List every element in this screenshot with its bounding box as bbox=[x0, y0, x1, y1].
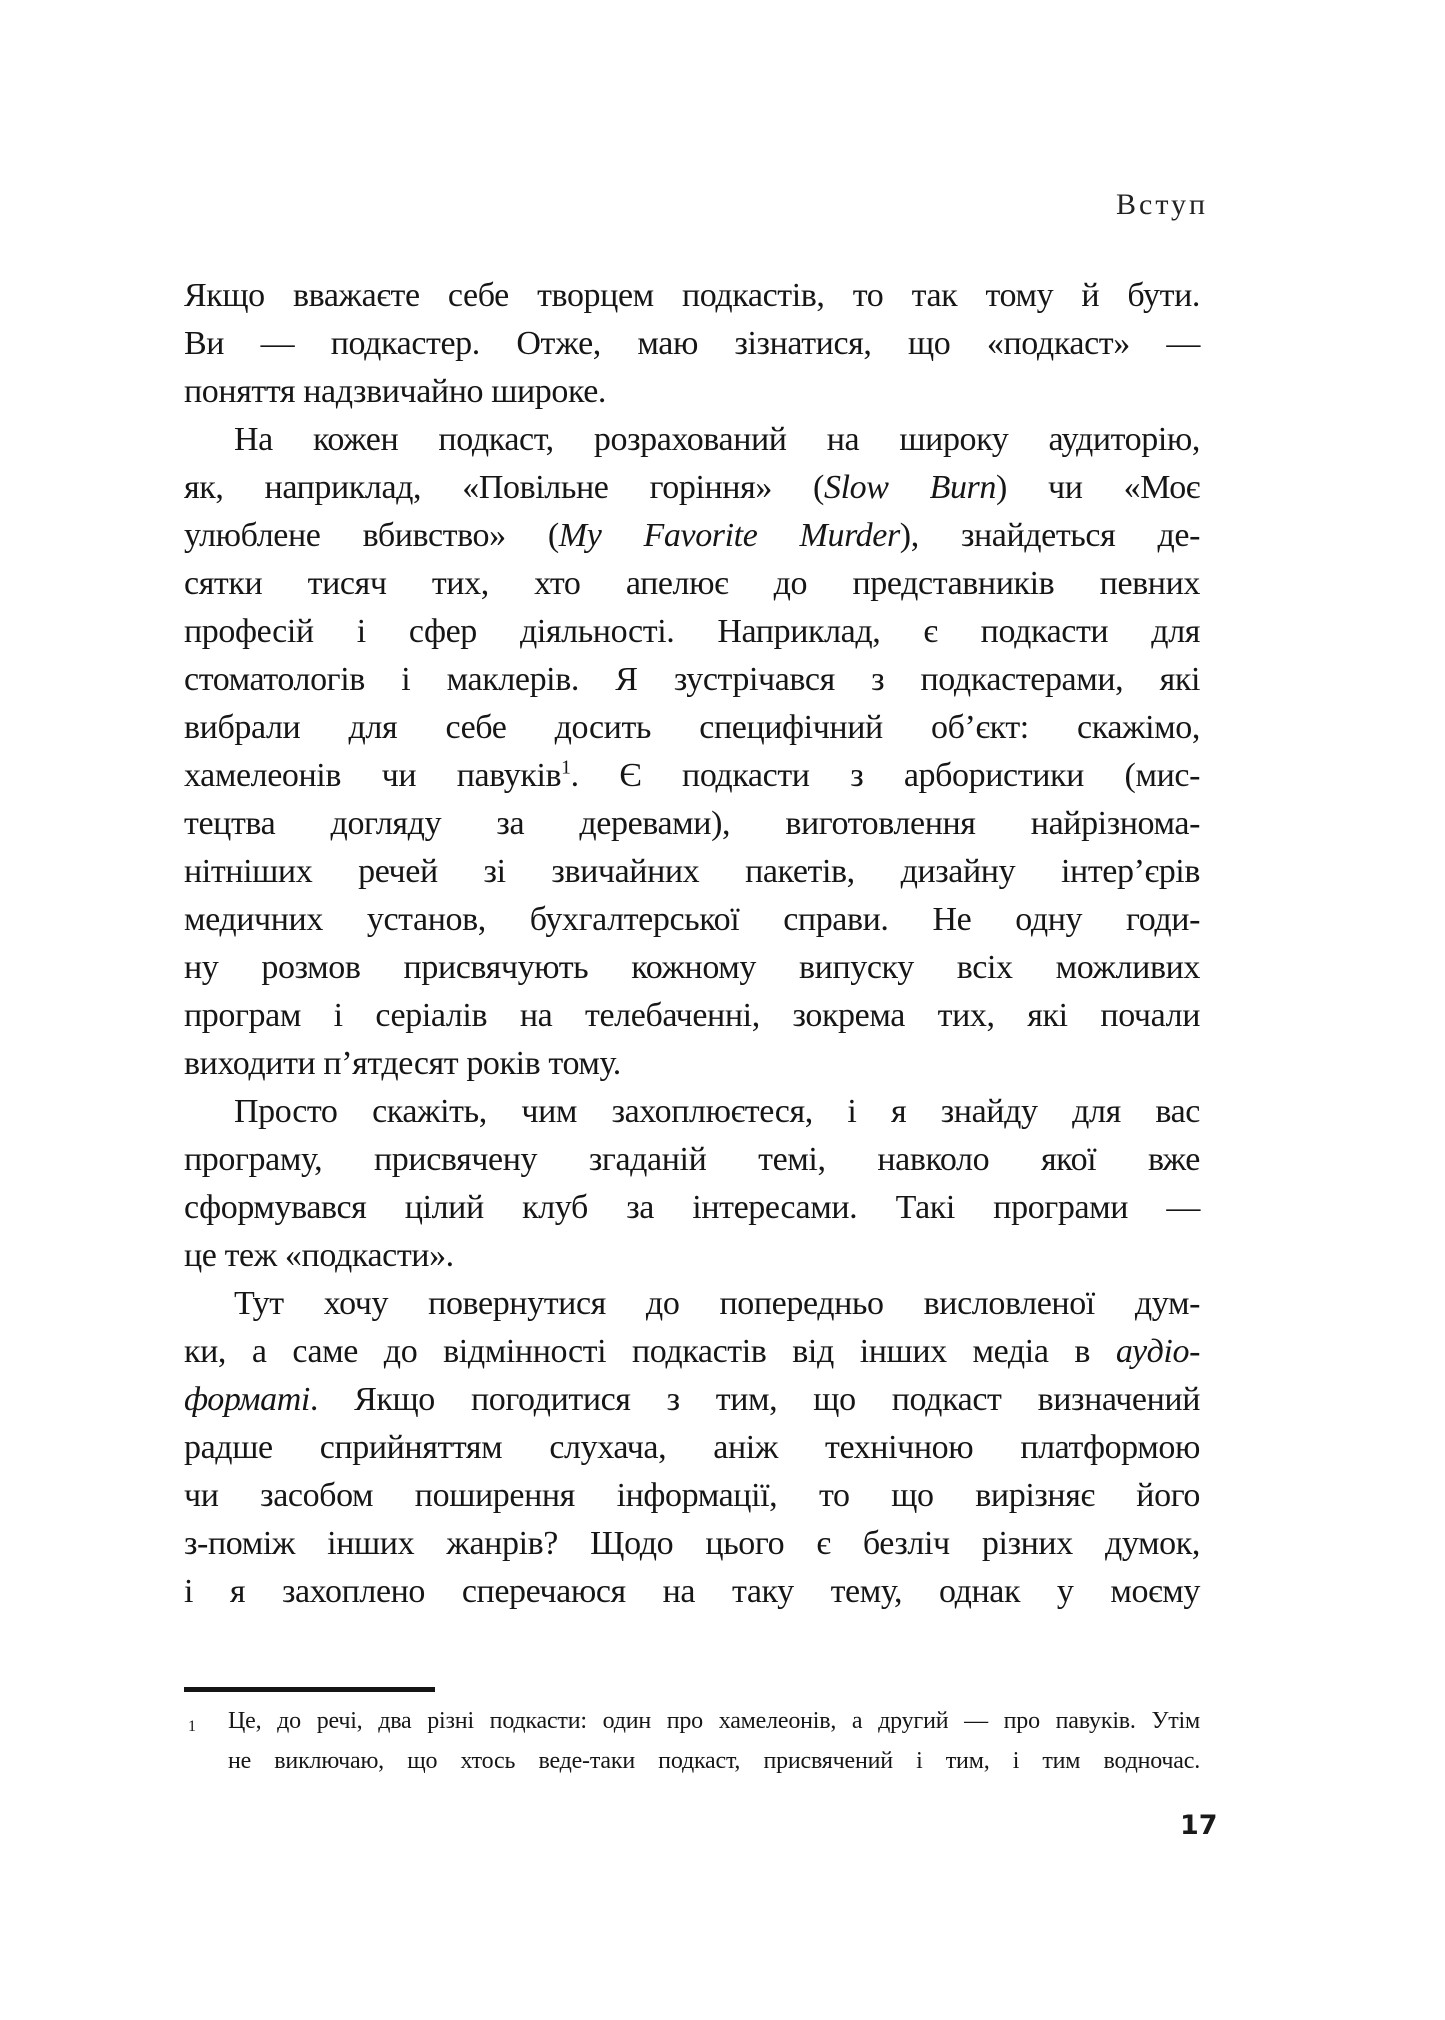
text-segment: вибрали для себе досить специфічний об’єкт: скажімо, bbox=[184, 709, 1200, 746]
text-segment: . Є подкасти з арбористики (мис- bbox=[570, 757, 1200, 794]
body-line bbox=[184, 1088, 1200, 1136]
body-line bbox=[184, 368, 1200, 416]
text-segment: програму, присвячену згаданій темі, навколо якої вже bbox=[184, 1141, 1200, 1178]
body-line bbox=[184, 1520, 1200, 1568]
body-line bbox=[184, 608, 1200, 656]
text-segment: Якщо вважаєте себе творцем подкастів, то так тому й бути. bbox=[184, 277, 1200, 314]
body-line bbox=[184, 992, 1200, 1040]
body-line bbox=[184, 1568, 1200, 1616]
footnote-line bbox=[184, 1741, 1200, 1781]
text-segment: не виключаю, що хтось веде-таки подкаст, присвячений і тим, і тим водночас. bbox=[228, 1748, 1200, 1774]
page-number: 17 bbox=[1180, 1810, 1218, 1841]
body-line bbox=[184, 848, 1200, 896]
text-segment: з-поміж інших жанрів? Щодо цього є безліч різних думок, bbox=[184, 1525, 1200, 1562]
running-header: Вступ bbox=[1116, 188, 1209, 221]
body-line bbox=[184, 1232, 1200, 1280]
body-line bbox=[184, 512, 1200, 560]
body-line bbox=[184, 1040, 1200, 1088]
text-segment: професій і сфер діяльності. Наприклад, є подкасти для bbox=[184, 613, 1200, 650]
text-segment: На кожен подкаст, розрахований на широку аудиторію, bbox=[234, 421, 1200, 458]
text-segment: тецтва догляду за деревами), виготовлення найрізнома- bbox=[184, 805, 1200, 842]
text-segment: як, наприклад, «Повільне горіння» ( bbox=[184, 469, 824, 506]
body-line bbox=[184, 1184, 1200, 1232]
text-segment: Slow Burn bbox=[823, 469, 996, 506]
body-line bbox=[184, 1136, 1200, 1184]
body-line bbox=[184, 272, 1200, 320]
footnote-line bbox=[184, 1701, 1200, 1741]
body-line bbox=[184, 1280, 1200, 1328]
footnote-text bbox=[184, 1701, 1200, 1781]
text-segment: хамелеонів чи павуків bbox=[184, 757, 562, 794]
text-segment: Тут хочу повернутися до попередньо висловленої дум- bbox=[234, 1285, 1200, 1322]
body-line bbox=[184, 1472, 1200, 1520]
text-segment: радше сприйняттям слухача, аніж технічною платформою bbox=[184, 1429, 1200, 1466]
text-segment: ), знайдеться де- bbox=[899, 517, 1200, 554]
body-line bbox=[184, 320, 1200, 368]
body-line bbox=[184, 944, 1200, 992]
text-segment: форматі bbox=[184, 1381, 310, 1418]
footnote bbox=[184, 1701, 1200, 1781]
body-line bbox=[184, 656, 1200, 704]
text-segment: медичних установ, бухгалтерської справи. Не одну годи- bbox=[184, 901, 1200, 938]
text-segment: Це, до речі, два різні подкасти: один про хамелеонів, а другий — про павуків. Утім bbox=[228, 1708, 1200, 1734]
body-line bbox=[184, 560, 1200, 608]
text-segment: ну розмов присвячують кожному випуску всіх можливих bbox=[184, 949, 1200, 986]
body-line bbox=[184, 1424, 1200, 1472]
body-line bbox=[184, 1328, 1200, 1376]
footnote-reference: 1 bbox=[561, 756, 571, 779]
body-line bbox=[184, 800, 1200, 848]
text-segment: виходити п’ятдесят років тому. bbox=[184, 1045, 621, 1082]
text-segment: нітніших речей зі звичайних пакетів, дизайну інтер’єрів bbox=[184, 853, 1200, 890]
text-segment: Ви — подкастер. Отже, маю зізнатися, що «подкаст» — bbox=[184, 325, 1200, 362]
text-segment: сформувався цілий клуб за інтересами. Такі програми — bbox=[184, 1189, 1200, 1226]
text-segment: це теж «подкасти». bbox=[184, 1237, 454, 1274]
text-segment: . Якщо погодитися з тим, що подкаст визначений bbox=[309, 1381, 1200, 1418]
body-line bbox=[184, 1376, 1200, 1424]
footnote-separator bbox=[184, 1687, 435, 1692]
text-segment: аудіо- bbox=[1115, 1333, 1200, 1370]
text-segment: програм і серіалів на телебаченні, зокрема тих, які почали bbox=[184, 997, 1200, 1034]
body-line bbox=[184, 752, 1200, 800]
text-segment: чи засобом поширення інформації, то що вирізняє його bbox=[184, 1477, 1200, 1514]
text-segment: поняття надзвичайно широке. bbox=[184, 373, 607, 410]
text-segment: сятки тисяч тих, хто апелює до представників певних bbox=[184, 565, 1200, 602]
text-segment: ки, а саме до відмінності подкастів від інших медіа в bbox=[184, 1333, 1116, 1370]
body-line bbox=[184, 704, 1200, 752]
text-segment: My Favorite Murder bbox=[558, 517, 900, 554]
body-line bbox=[184, 464, 1200, 512]
text-segment: улюблене вбивство» ( bbox=[184, 517, 559, 554]
body-line bbox=[184, 896, 1200, 944]
body-line bbox=[184, 416, 1200, 464]
text-segment: стоматологів і маклерів. Я зустрічався з подкастерами, які bbox=[184, 661, 1200, 698]
text-segment: ) чи «Моє bbox=[996, 469, 1200, 506]
text-segment: і я захоплено сперечаюся на таку тему, однак у моєму bbox=[184, 1573, 1200, 1610]
body-text bbox=[184, 272, 1200, 1616]
footnote-marker: 1 bbox=[188, 1718, 196, 1735]
text-segment: Просто скажіть, чим захоплюєтеся, і я знайду для вас bbox=[234, 1093, 1200, 1130]
